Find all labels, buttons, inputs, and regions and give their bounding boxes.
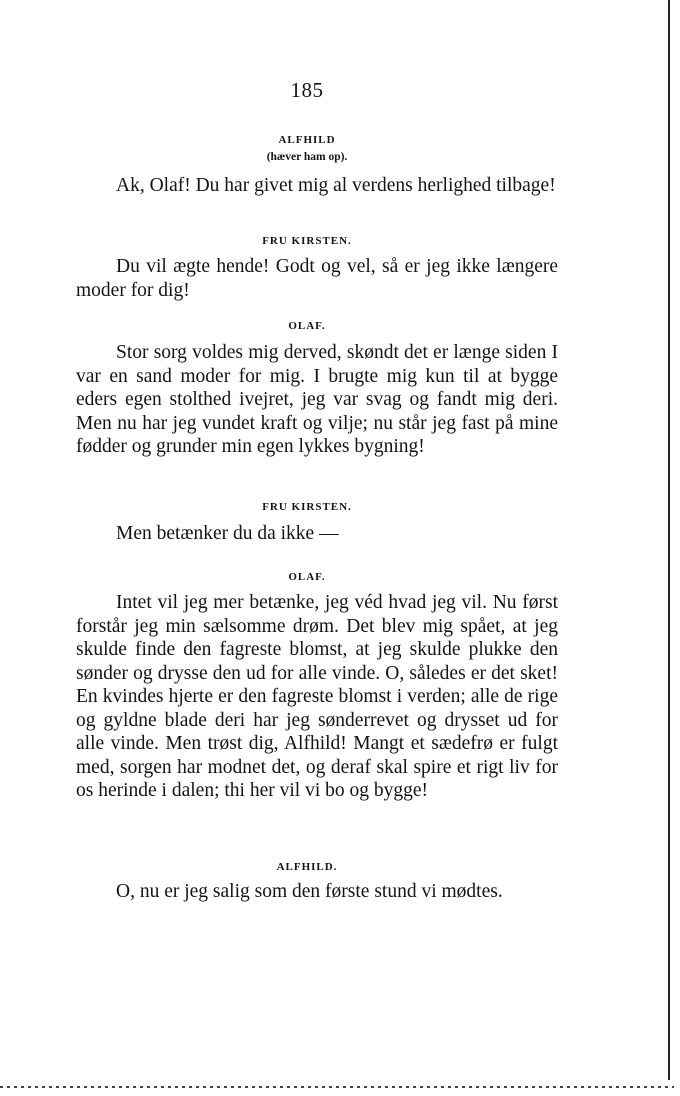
speaker-name: OLAF. xyxy=(288,571,326,583)
page-edge-bottom xyxy=(0,1086,674,1088)
page-number: 185 xyxy=(290,78,324,102)
speech-text: Intet vil jeg mer betænke, jeg véd hvad jeg vil. Nu først forstår jeg min sælsomme drøm. Det blev mig spået, at jeg skulde finde den fagreste blomst, at jeg skulde plukke den sønder og drysse den ud for alle vinde. O, således er det sket! En kvindes hjerte er den fagreste blomst i verden; alle de rige og gyldne blade deri har jeg sønderrevet og drysset ud for alle vinde. Men trøst dig, Alfhild! Mangt et sædefrø er fulgt med, sorgen har modnet det, og deraf skal spire et rigt liv for os herinde i dalen; thi her vil vi bo og bygge! xyxy=(76,592,558,801)
speaker-name: ALFHILD. xyxy=(276,861,338,873)
speech-text: Stor sorg voldes mig derved, skøndt det er længe siden I var en sand moder for mig. I brugte mig kun til at bygge eders egen stolthed ivejret, jeg var svag og fandt mig deri. Men nu har jeg vundet kraft og vilje; nu står jeg fast på mine fødder og grunder min egen lykkes bygning! xyxy=(76,342,558,457)
stage-direction: (hæver ham op). xyxy=(266,151,348,163)
speaker-name: FRU KIRSTEN. xyxy=(262,501,352,513)
speech-text: Men betænker du da ikke — xyxy=(116,523,339,544)
speaker-name: FRU KIRSTEN. xyxy=(262,235,352,247)
speaker-name: OLAF. xyxy=(288,320,326,332)
speech-text: Ak, Olaf! Du har givet mig al verdens herlighed tilbage! xyxy=(116,175,556,196)
page-edge-right xyxy=(668,0,670,1080)
speech-text: O, nu er jeg salig som den første stund vi mødtes. xyxy=(116,881,503,902)
speaker-name: ALFHILD xyxy=(278,134,336,146)
speech-text: Du vil ægte hende! Godt og vel, så er jeg ikke længere moder for dig! xyxy=(76,256,558,301)
